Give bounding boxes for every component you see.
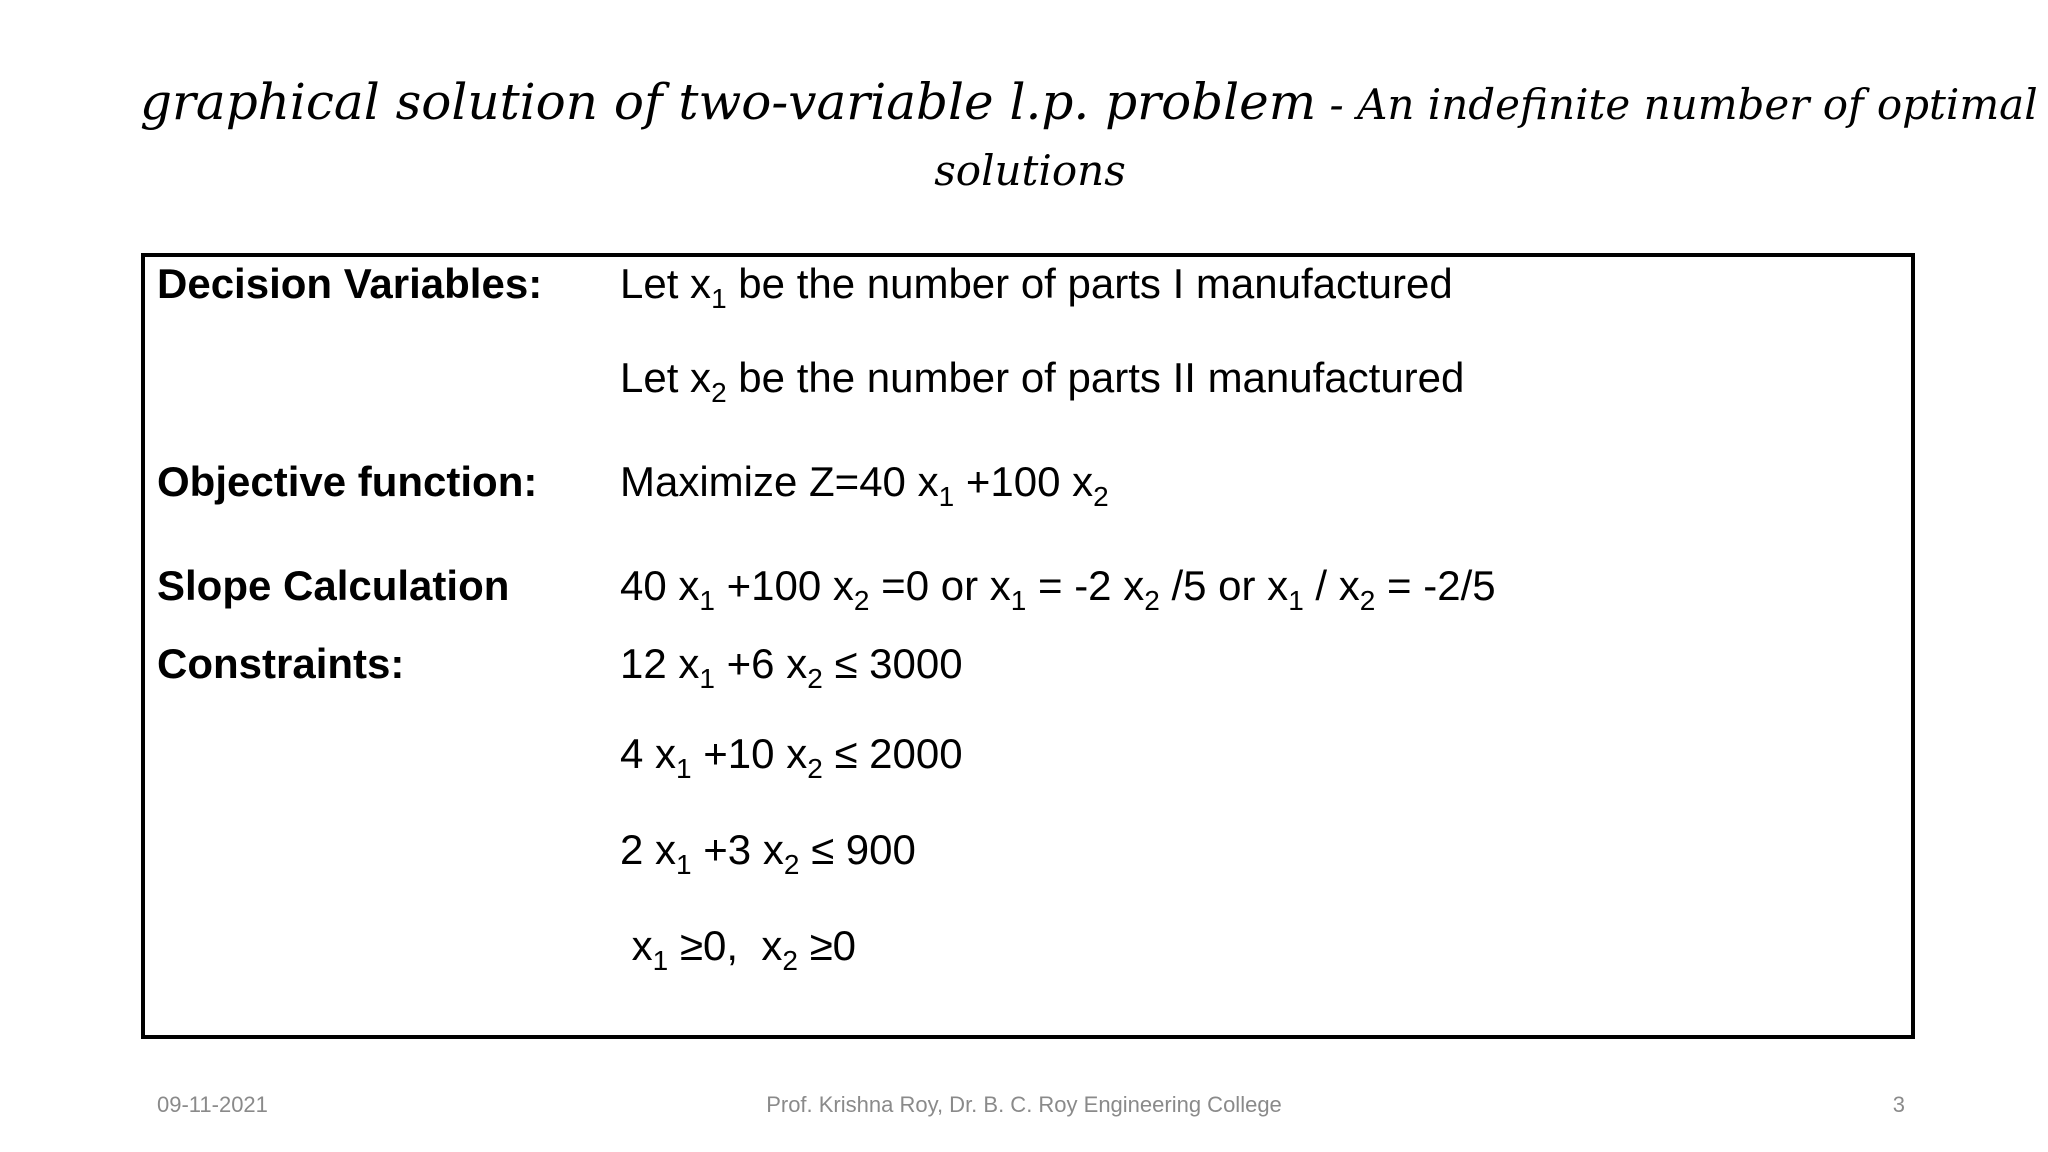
decision-variable-x1: Let $x_1$ be the number of parts I manufactured [620, 260, 1453, 314]
decision-variable-x2: Let $x_2$ be the number of parts II manufactured [620, 354, 1465, 408]
label-constraints: Constraints: [157, 640, 405, 687]
footer-author: Prof. Krishna Roy, Dr. B. C. Roy Engineering College [766, 1092, 1282, 1117]
constraint-3: 2 $x_1 +3$ $x_2 \le 900$ [620, 826, 916, 880]
constraint-nonnegativity: $x_1 \ge 0$, $x_2 \ge 0$ [620, 922, 856, 976]
slope-calculation: 40 $x_1 +100$ $x_2 =0$ or $x_1 = -2$ $x_2$ /5 or $x_1 / x_2 = -2/5$ [620, 562, 1496, 616]
footer-date: 09-11-2021 [157, 1092, 268, 1117]
label-decision-variables: Decision Variables: [157, 260, 543, 307]
title-subtitle: - An indefinite number of optimal [1316, 80, 2038, 129]
constraint-2: 4 $x_1 +10$ $x_2 \le 2000$ [620, 730, 963, 784]
footer-page-number: 3 [1892, 1092, 1905, 1117]
slide-title [140, 70, 2038, 146]
constraint-1: 12 $x_1 +6$ $x_2 \le 3000$ [620, 640, 963, 694]
label-objective-function: Objective function: [157, 458, 538, 505]
title-subtitle-continued: solutions [934, 146, 1126, 195]
label-slope-calculation: Slope Calculation [157, 562, 510, 609]
title-main: graphical solution of two-variable l.p. problem [140, 73, 1317, 131]
objective-function: Maximize Z=40 $x_1 +100$ $x_2$ [620, 458, 1109, 512]
